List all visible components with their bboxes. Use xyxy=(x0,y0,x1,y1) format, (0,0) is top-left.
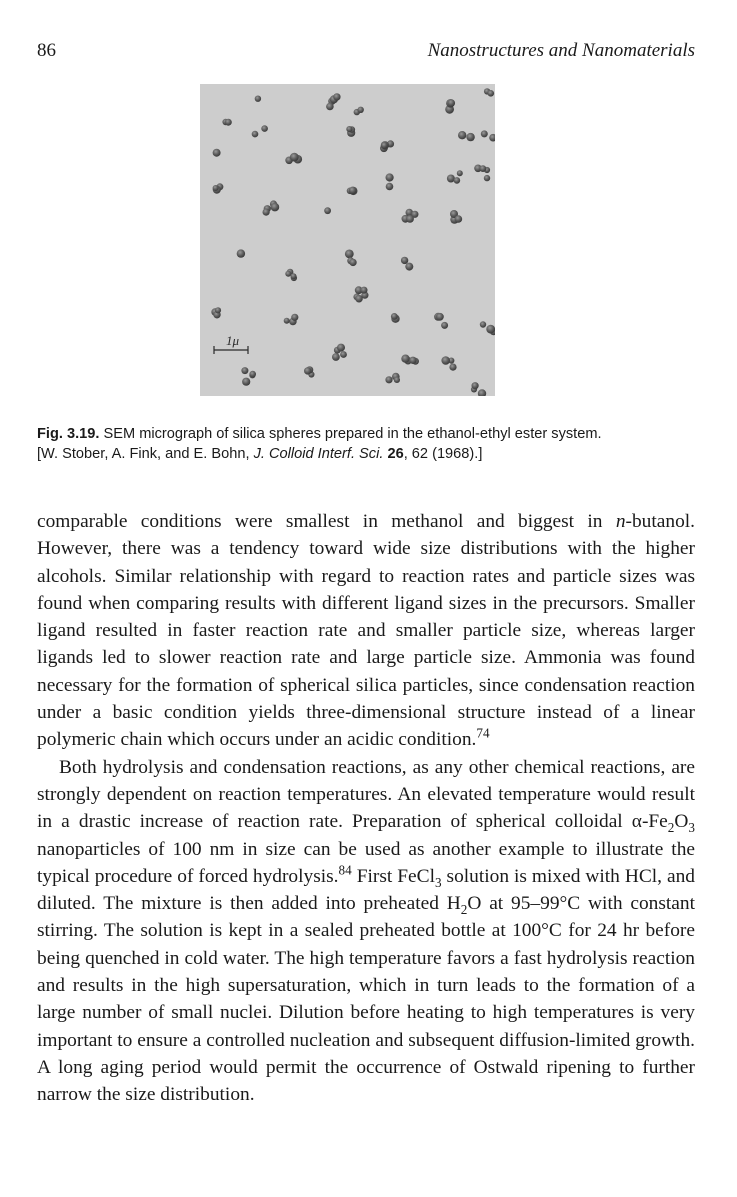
silica-sphere xyxy=(349,259,356,266)
citation-journal: J. Colloid Interf. Sci. xyxy=(253,446,384,462)
silica-sphere xyxy=(332,353,340,361)
silica-sphere xyxy=(241,367,248,374)
silica-sphere xyxy=(454,177,461,184)
running-title: Nanostructures and Nanomaterials xyxy=(427,40,695,61)
silica-sphere xyxy=(488,90,495,97)
silica-sphere xyxy=(285,271,291,277)
silica-sphere xyxy=(448,99,456,107)
paragraph-2: Both hydrolysis and condensation reactions, as any other chemical reactions, are strongly dependent on reaction temperatures. An elevated temperature would result in a drastic increase of reaction rate. Preparation of spherical colloidal $\alpha-Fe_2O_3$ nanoparticles of 100 nm in size can be used as another example to illustrate the typical procedure of forced hydrolysis.$^{84}$ First FeCl$_3$ solution is mixed with HCl, and diluted. The mixture is then added into preheated $H_2O$ at 95–99°C with constant stirring. The solution is kept in a sealed preheated bottle at 100°C for 24 hr before being quenched in cold water. The high temperature favors a fast hydrolysis reaction and results in the high supersaturation, which in turn leads to the formation of a large number of small nuclei. Dilution before heating to high temperatures is very important to ensure a controlled nucleation and subsequent diffusion-limited growth. A long aging period would permit the occurrence of Ostwald ripening to further narrow the size distribution. xyxy=(37,756,695,1106)
silica-sphere xyxy=(441,356,450,365)
silica-sphere xyxy=(486,325,495,334)
silica-sphere xyxy=(480,165,487,172)
silica-sphere xyxy=(455,215,463,223)
silica-sphere xyxy=(237,249,245,257)
silica-sphere xyxy=(481,130,488,137)
silica-sphere xyxy=(291,273,297,279)
silica-sphere xyxy=(361,287,368,294)
silica-sphere xyxy=(337,344,345,352)
silica-sphere xyxy=(484,175,490,181)
silica-sphere xyxy=(405,263,413,271)
silica-sphere xyxy=(215,307,221,313)
silica-sphere xyxy=(385,376,392,383)
caption-text: SEM micrograph of silica spheres prepared in the ethanol-ethyl ester system. xyxy=(103,426,602,442)
silica-sphere xyxy=(333,93,340,100)
silica-sphere xyxy=(291,314,298,321)
silica-sphere xyxy=(480,321,486,327)
silica-sphere xyxy=(458,131,466,139)
silica-sphere xyxy=(449,364,456,371)
silica-sphere xyxy=(324,207,331,214)
figure-caption xyxy=(37,424,697,464)
page-header xyxy=(37,40,695,68)
silica-sphere xyxy=(409,357,416,364)
silica-sphere xyxy=(340,351,347,358)
caption-label: Fig. 3.19. xyxy=(37,426,100,442)
silica-sphere xyxy=(381,142,388,149)
citation-close: , 62 (1968).] xyxy=(403,446,483,462)
silica-sphere xyxy=(225,119,232,126)
silica-sphere xyxy=(355,295,363,303)
scale-bar-label: 1μ xyxy=(226,333,240,348)
silica-sphere xyxy=(304,367,311,374)
citation-open: [W. Stober, A. Fink, and E. Bohn, xyxy=(37,446,250,462)
citation-volume: 26 xyxy=(387,446,404,462)
silica-sphere xyxy=(386,183,394,191)
silica-sphere xyxy=(472,382,479,389)
silica-sphere xyxy=(401,355,409,363)
silica-sphere xyxy=(284,318,290,324)
silica-sphere xyxy=(401,257,408,264)
silica-sphere xyxy=(358,107,364,113)
silica-sphere xyxy=(271,203,280,212)
silica-sphere xyxy=(447,175,455,183)
silica-sphere xyxy=(346,126,352,132)
silica-sphere xyxy=(326,103,334,111)
silica-sphere xyxy=(466,133,474,141)
micrograph-image xyxy=(200,84,495,396)
sem-micrograph xyxy=(200,84,495,396)
silica-sphere xyxy=(386,173,394,181)
body-text xyxy=(37,508,695,1109)
silica-sphere xyxy=(457,170,463,176)
silica-sphere xyxy=(213,185,219,191)
silica-sphere xyxy=(436,313,444,321)
page-number: 86 xyxy=(37,40,56,61)
silica-sphere xyxy=(345,250,354,259)
paragraph-1: comparable conditions were smallest in methanol and biggest in n-butanol. However, there was a tendency toward wide size distributions with the higher alcohols. Similar relationship with regard to reaction rates and particle sizes was found when comparing results with different ligand sizes in the precursors. Smaller ligand resulted in faster reaction rate and smaller particle size, whereas larger ligands led to slower reaction rate and large particle size. Ammonia was found necessary for the formation of spherical silica particles, since condensation reaction under a basic condition yields three-dimensional structure instead of a linear polymeric chain which occurs under an acidic condition.$^{74}$ xyxy=(37,511,695,751)
silica-sphere xyxy=(394,377,400,383)
reference-74: 74 xyxy=(476,725,490,741)
reference-84: 84 xyxy=(338,862,352,878)
silica-sphere xyxy=(290,153,299,162)
silica-sphere xyxy=(261,125,268,132)
silica-sphere xyxy=(349,187,357,195)
silica-sphere xyxy=(249,371,256,378)
silica-sphere xyxy=(252,131,259,138)
silica-sphere xyxy=(263,209,270,216)
silica-sphere xyxy=(441,322,448,329)
silica-sphere xyxy=(391,313,398,320)
silica-sphere xyxy=(213,149,221,157)
silica-sphere xyxy=(255,96,261,102)
silica-sphere xyxy=(406,215,414,223)
silica-sphere xyxy=(242,378,250,386)
